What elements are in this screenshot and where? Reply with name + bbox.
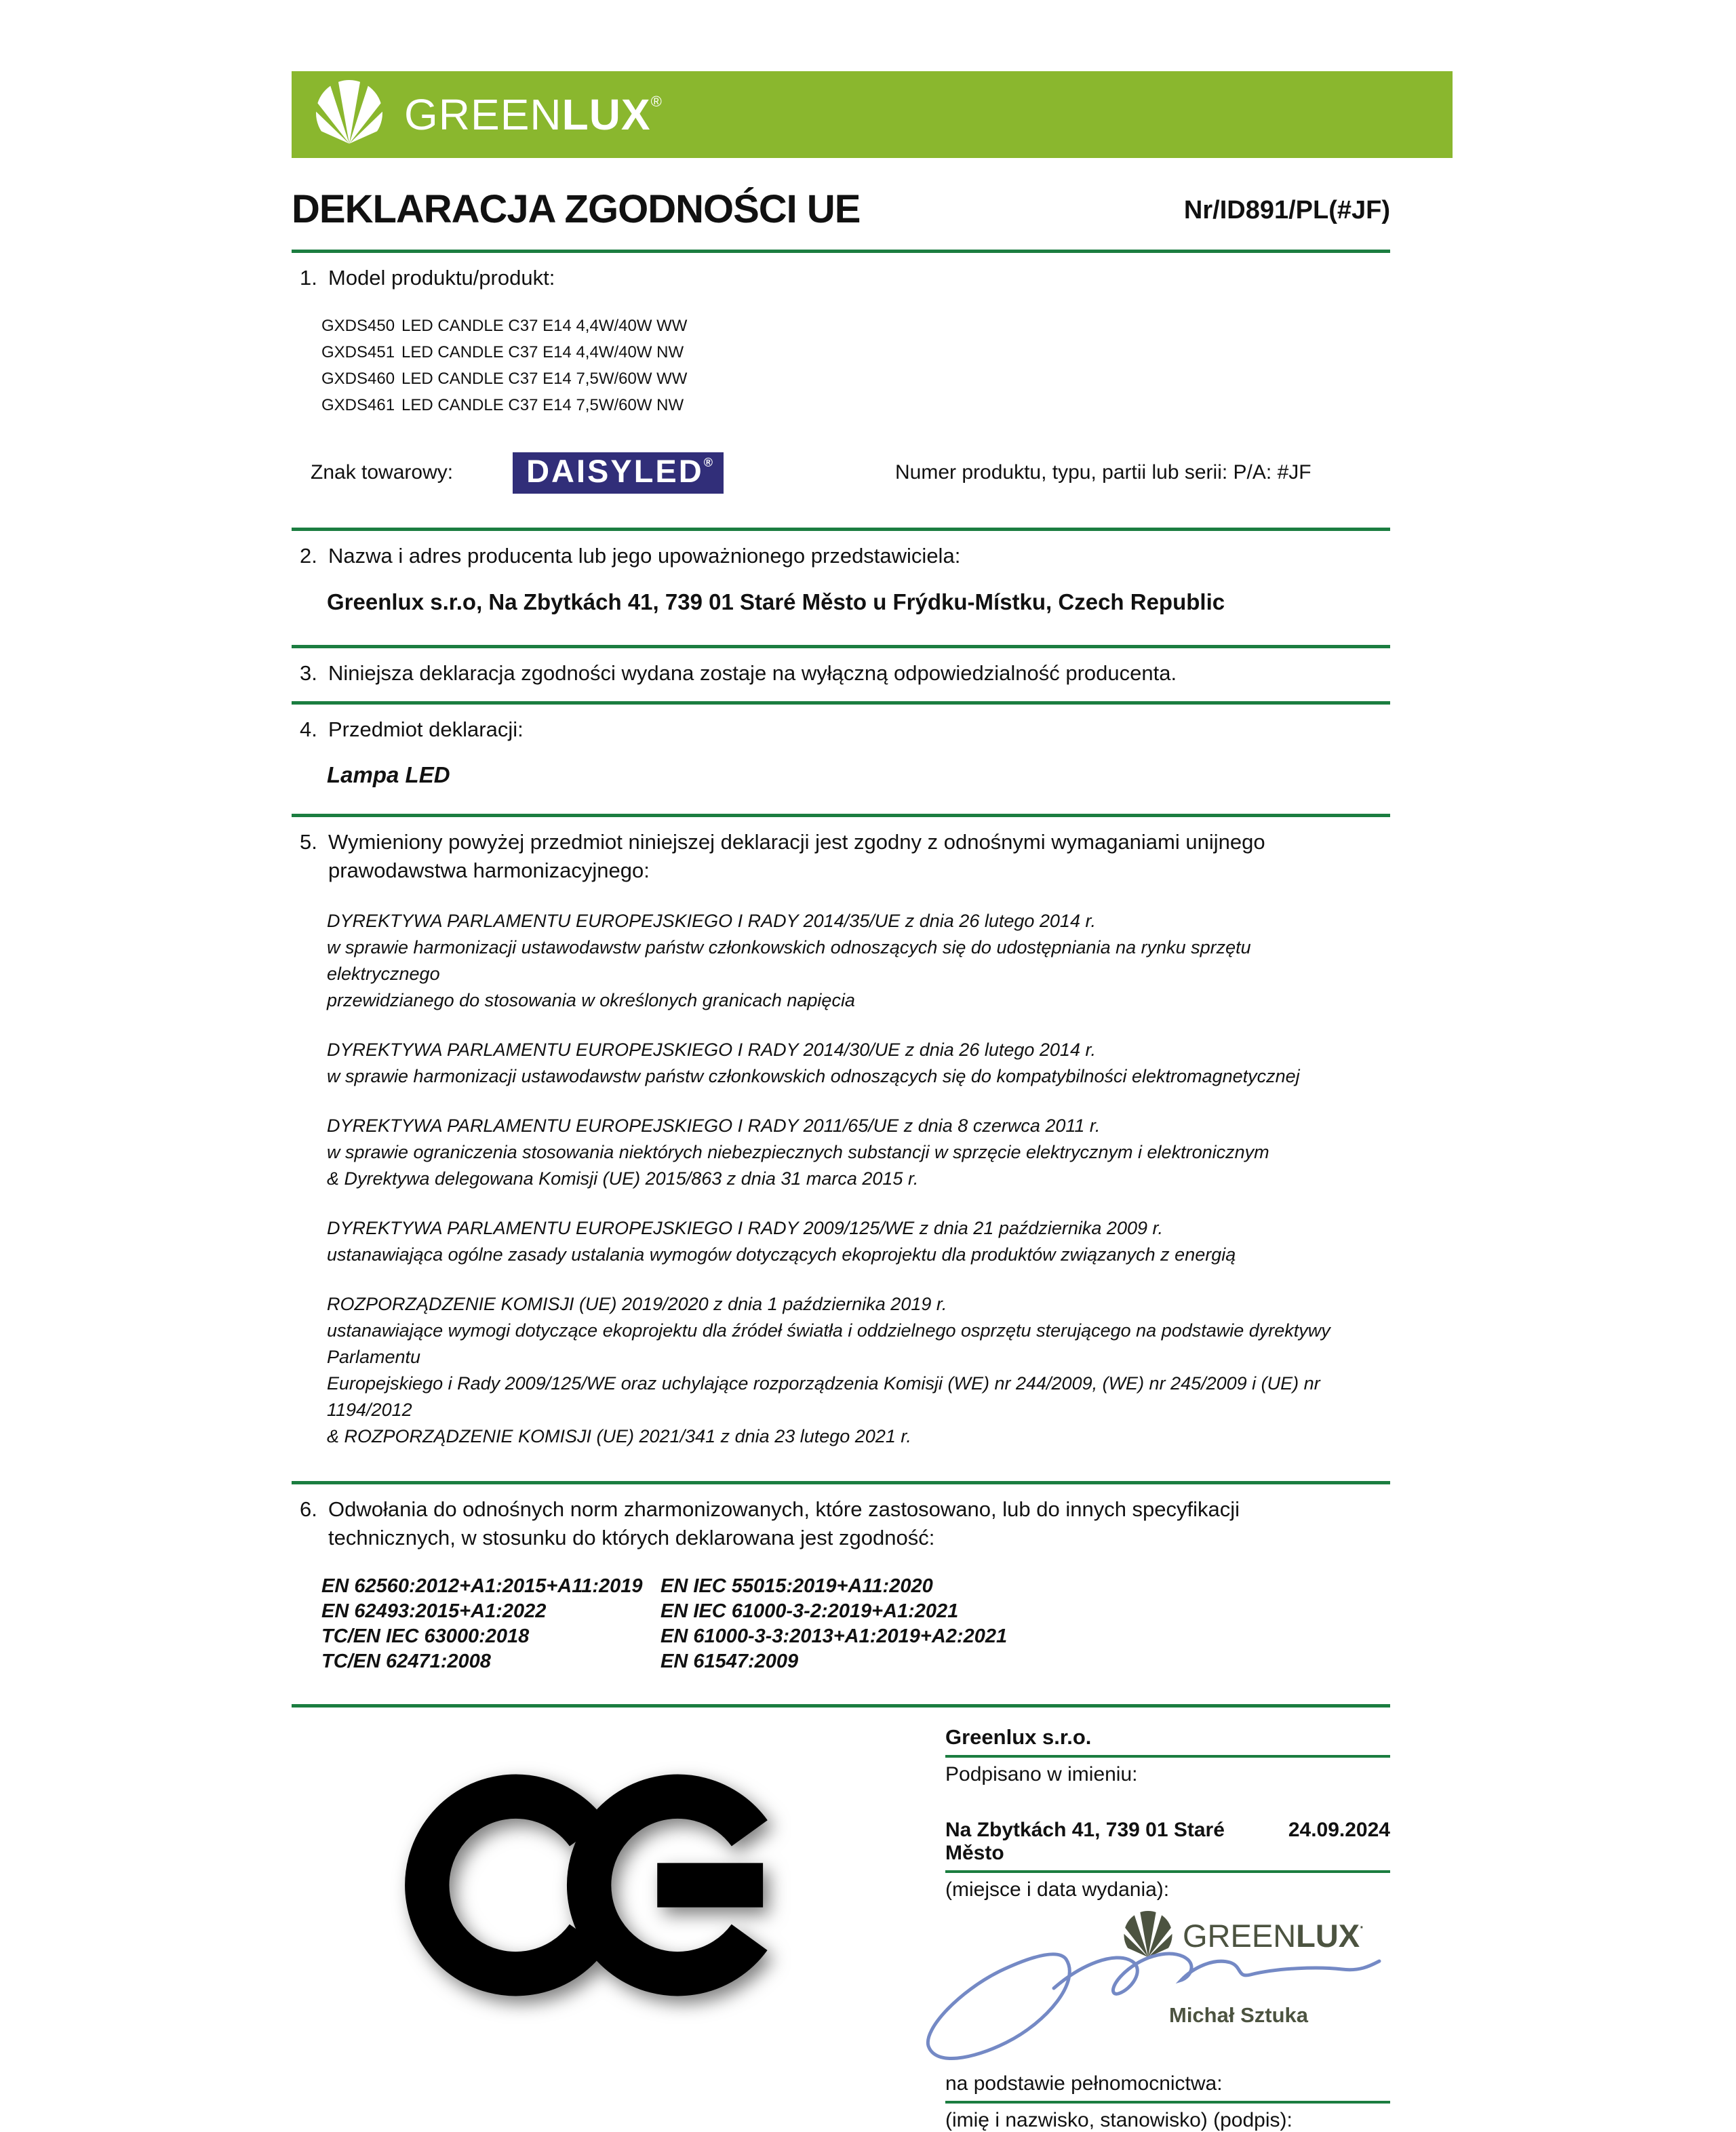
- section-number: 3.: [300, 660, 317, 685]
- trademark-text: DAISYLED: [526, 452, 704, 489]
- product-row: [321, 339, 1390, 366]
- directive-block: [327, 908, 1358, 1014]
- footer: [292, 1725, 1390, 2132]
- serial-value: #JF: [1277, 461, 1311, 484]
- section-4-heading: [300, 715, 1390, 744]
- standard-item: TC/EN IEC 63000:2018: [321, 1625, 530, 1647]
- page-title: DEKLARACJA ZGODNOŚCI UE: [292, 187, 861, 231]
- divider: [292, 1704, 1390, 1707]
- daisyled-trademark-badge: [513, 452, 724, 494]
- product-code: GXDS450: [321, 316, 395, 335]
- standard-item: EN IEC 61000-3-2:2019+A1:2021: [660, 1600, 959, 1622]
- regulation-line: ustanawiające wymogi dotyczące ekoprojektu dla źródeł światła i oddzielnego osprzętu sterującego na podstawie dyrektywy Parlamentu: [327, 1320, 1330, 1368]
- directive-line: DYREKTYWA PARLAMENTU EUROPEJSKIEGO I RADY 2009/125/WE z dnia 21 października 2009 r.: [327, 1218, 1163, 1239]
- directive-line: przewidzianego do stosowania w określonych granicach napięcia: [327, 990, 855, 1011]
- underline: [945, 2101, 1390, 2104]
- section-number: 5.: [300, 830, 317, 854]
- issue-date: 24.09.2024: [1288, 1818, 1390, 1841]
- underline: [945, 1755, 1390, 1758]
- section-1-heading: [300, 264, 1390, 292]
- section-4-subject: [292, 705, 1390, 814]
- directive-line: w sprawie harmonizacji ustawodawstw państw członkowskich odnoszących się do udostępniania na rynku sprzętu elektrycznego: [327, 937, 1251, 985]
- regulation-line: ROZPORZĄDZENIE KOMISJI (UE) 2019/2020 z dnia 1 października 2019 r.: [327, 1294, 947, 1315]
- section-heading-text: Odwołania do odnośnych norm zharmonizowanych, które zastosowano, lub do innych specyfikacji technicznych, w stosunku do których deklarowana jest zgodność:: [328, 1497, 1240, 1549]
- standard-item: EN 61547:2009: [660, 1650, 799, 1672]
- place-date-label: (miejsce i data wydania):: [945, 1878, 1170, 1901]
- section-3-responsibility: [292, 648, 1390, 701]
- standard-item: EN 62493:2015+A1:2022: [321, 1600, 547, 1622]
- product-list: [321, 313, 1390, 418]
- section-text: Niniejsza deklaracja zgodności wydana zostaje na wyłączną odpowiedzialność producenta.: [328, 660, 1177, 685]
- directive-line: w sprawie ograniczenia stosowania niektórych niebezpiecznych substancji w sprzęcie elektrycznym i elektronicznym: [327, 1142, 1269, 1163]
- greenlux-banner: [292, 71, 1453, 158]
- regulation-line: Europejskiego i Rady 2009/125/WE oraz uchylające rozporządzenia Komisji (WE) nr 244/2009, (WE) nr 245/2009 i (UE) nr 1194/2012: [327, 1373, 1320, 1421]
- signed-on-behalf-label: Podpisano w imieniu:: [945, 1762, 1138, 1785]
- standard-item: EN 61000-3-3:2013+A1:2019+A2:2021: [660, 1625, 1008, 1647]
- section-1-product-model: [292, 253, 1390, 528]
- signing-company: Greenlux s.r.o.: [945, 1724, 1092, 1749]
- stamp-lux-text: LUX: [1296, 1918, 1360, 1954]
- title-row: [292, 186, 1390, 232]
- section-heading-text: Nazwa i adres producenta lub jego upoważnionego przedstawiciela:: [328, 543, 961, 568]
- product-name: LED CANDLE C37 E14 4,4W/40W NW: [401, 342, 684, 361]
- signer-name: Michał Sztuka: [1169, 2002, 1308, 2027]
- section-heading-text: Przedmiot deklaracji:: [328, 717, 524, 741]
- section-3-heading: [300, 659, 1390, 688]
- trademark-row: [311, 452, 1390, 494]
- product-code: GXDS460: [321, 369, 395, 388]
- directive-line: ustanawiająca ogólne zasady ustalania wymogów dotyczących ekoprojektu dla produktów związanych z energią: [327, 1244, 1236, 1265]
- directive-line: & Dyrektywa delegowana Komisji (UE) 2015/863 z dnia 31 marca 2015 r.: [327, 1168, 919, 1189]
- place-date-row: [945, 1819, 1390, 1865]
- directive-line: DYREKTYWA PARLAMENTU EUROPEJSKIEGO I RADY 2011/65/UE z dnia 8 czerwca 2011 r.: [327, 1116, 1101, 1137]
- product-name: LED CANDLE C37 E14 4,4W/40W WW: [401, 316, 688, 335]
- product-row: [321, 392, 1390, 418]
- stamp-and-signature: [945, 1901, 1390, 2072]
- standards-grid: [321, 1574, 1390, 1674]
- directive-line: DYREKTYWA PARLAMENTU EUROPEJSKIEGO I RADY 2014/35/UE z dnia 26 lutego 2014 r.: [327, 911, 1096, 932]
- product-name: LED CANDLE C37 E14 7,5W/60W WW: [401, 369, 688, 388]
- standard-item: EN IEC 55015:2019+A11:2020: [660, 1575, 933, 1597]
- ce-mark-icon: [408, 1766, 792, 2005]
- section-heading-text: Model produktu/produkt:: [328, 266, 555, 290]
- section-2-heading: [300, 542, 1390, 570]
- logo-green-text: GREEN: [404, 90, 562, 139]
- directive-line: w sprawie harmonizacji ustawodawstw państw członkowskich odnoszących się do kompatybilności elektromagnetycznej: [327, 1066, 1300, 1087]
- ce-mark-wrap: [300, 1725, 792, 2132]
- product-name: LED CANDLE C37 E14 7,5W/60W NW: [401, 395, 684, 414]
- section-6-heading: [300, 1495, 1390, 1552]
- product-code: GXDS461: [321, 395, 395, 414]
- section-2-manufacturer: [292, 531, 1390, 645]
- greenlux-fan-icon: [315, 80, 384, 149]
- standard-item: TC/EN 62471:2008: [321, 1650, 491, 1672]
- directive-block: [327, 1037, 1358, 1090]
- logo-lux-text: LUX: [561, 90, 651, 139]
- section-5-heading: [300, 828, 1390, 885]
- section-number: 2.: [300, 543, 317, 568]
- standard-item: EN 62560:2012+A1:2015+A11:2019: [321, 1575, 643, 1597]
- product-code: GXDS451: [321, 342, 395, 361]
- name-position-label: (imię i nazwisko, stanowisko) (podpis):: [945, 2108, 1293, 2131]
- authority-label: na podstawie pełnomocnictwa:: [945, 2072, 1223, 2095]
- registered-mark: ®: [650, 93, 663, 110]
- stamp-dot: ·: [1360, 1920, 1364, 1936]
- section-number: 1.: [300, 266, 317, 290]
- manufacturer-address: Greenlux s.r.o, Na Zbytkách 41, 739 01 Staré Město u Frýdku-Místku, Czech Republic: [327, 589, 1225, 614]
- product-row: [321, 313, 1390, 339]
- underline: [945, 1870, 1390, 1873]
- registered-mark: ®: [703, 455, 713, 469]
- issue-place: Na Zbytkách 41, 739 01 Staré Město: [945, 1818, 1225, 1864]
- product-row: [321, 366, 1390, 392]
- directive-block: [327, 1215, 1358, 1268]
- section-number: 6.: [300, 1497, 317, 1522]
- directive-line: DYREKTYWA PARLAMENTU EUROPEJSKIEGO I RADY 2014/30/UE z dnia 26 lutego 2014 r.: [327, 1040, 1096, 1061]
- trademark-label: Znak towarowy:: [311, 461, 454, 484]
- serial-label: Numer produktu, typu, partii lub serii: P/A:: [895, 461, 1272, 484]
- serial-number: [895, 461, 1311, 484]
- section-6-standards: [292, 1484, 1390, 1704]
- handwritten-signature: [898, 1914, 1400, 2070]
- regulation-line: & ROZPORZĄDZENIE KOMISJI (UE) 2021/341 z dnia 23 lutego 2021 r.: [327, 1426, 911, 1447]
- stamp-green-text: GREEN: [1183, 1918, 1297, 1954]
- declaration-subject: Lampa LED: [327, 762, 450, 788]
- document-number: Nr/ID891/PL(#JF): [1183, 196, 1390, 224]
- greenlux-logo: [404, 90, 663, 139]
- section-number: 4.: [300, 717, 317, 741]
- signature-block: [945, 1725, 1390, 2132]
- section-5-legislation: [292, 817, 1390, 1481]
- directive-block: [327, 1113, 1358, 1192]
- regulation-block: [327, 1291, 1358, 1450]
- section-heading-text: Wymieniony powyżej przedmiot niniejszej deklaracji jest zgodny z odnośnymi wymaganiami unijnego prawodawstwa harmonizacyjnego:: [328, 830, 1265, 883]
